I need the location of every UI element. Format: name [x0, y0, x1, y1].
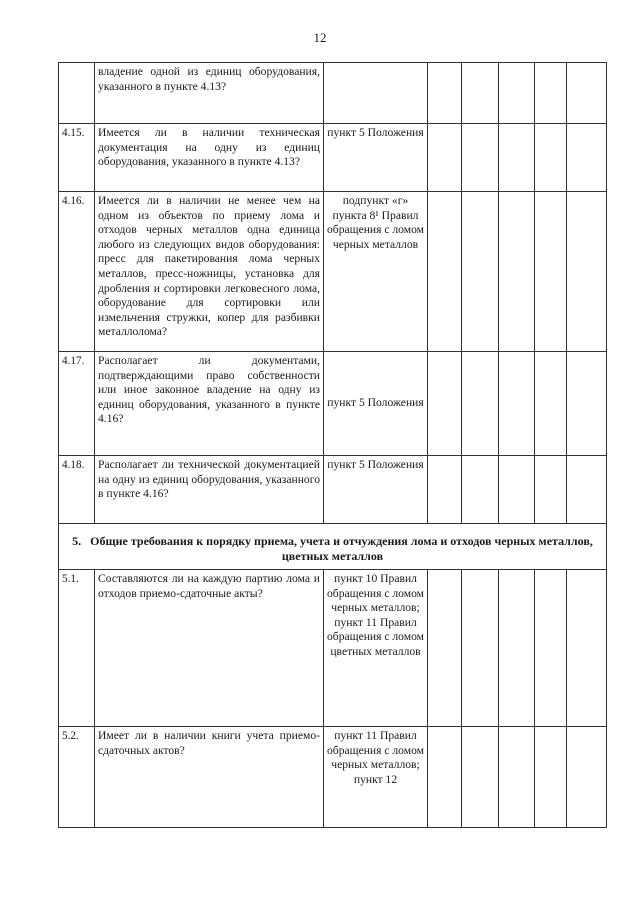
question-cell: Имеется ли в наличии техническая документация на одну из единиц оборудования, указанного в пункте 4.13?	[95, 124, 324, 192]
table-row	[59, 63, 607, 124]
table-row	[59, 456, 607, 524]
question-cell: Составляются ли на каждую партию лома и отходов приемо-сдаточные акты?	[95, 570, 324, 727]
page-number: 12	[313, 30, 327, 45]
answer-cell-no	[462, 570, 499, 727]
reference-cell	[324, 63, 428, 124]
answer-cell-yes	[428, 192, 462, 352]
row-number: 5.1.	[59, 570, 95, 727]
answer-cell-no	[462, 727, 499, 828]
question-cell: Имеется ли в наличии не менее чем на одном из объектов по приему лома и отходов черных металлов одна единица любого из следующих видов оборудования: пресс для пакетирования лома черных металлов, пресс-ножницы, установка для дробления и сортировки легковесного лома, оборудование для сортировки или измельчения стружки, копер для разбивки металлолома?	[95, 192, 324, 352]
answer-cell-note	[567, 192, 607, 352]
reference-cell: подпункт «г» пункта 8¹ Правил обращения с ломом черных металлов	[324, 192, 428, 352]
reference-cell: пункт 5 Положения	[324, 456, 428, 524]
answer-cell-note	[567, 727, 607, 828]
answer-cell-yes	[428, 352, 462, 456]
answer-cell-na	[499, 192, 535, 352]
reference-cell: пункт 10 Правил обращения с ломом черных металлов; пункт 11 Правил обращения с ломом цветных металлов	[324, 570, 428, 727]
row-number: 4.18.	[59, 456, 95, 524]
answer-cell-blank	[535, 352, 567, 456]
reference-cell: пункт 11 Правил обращения с ломом черных металлов; пункт 12	[324, 727, 428, 828]
answer-cell-yes	[428, 124, 462, 192]
question-cell: Располагает ли технической документацией на одну из единиц оборудования, указанного в пункте 4.16?	[95, 456, 324, 524]
section-number: 5.	[72, 534, 82, 548]
section-header-row	[59, 524, 607, 570]
table-row	[59, 192, 607, 352]
question-cell: Имеет ли в наличии книги учета приемо-сдаточных актов?	[95, 727, 324, 828]
answer-cell-yes	[428, 727, 462, 828]
question-cell: владение одной из единиц оборудования, указанного в пункте 4.13?	[95, 63, 324, 124]
answer-cell-note	[567, 124, 607, 192]
answer-cell-yes	[428, 456, 462, 524]
table-row	[59, 352, 607, 456]
row-number: 5.2.	[59, 727, 95, 828]
answer-cell-no	[462, 456, 499, 524]
answer-cell-no	[462, 352, 499, 456]
answer-cell-note	[567, 456, 607, 524]
reference-cell: пункт 5 Положения	[324, 124, 428, 192]
row-number: 4.16.	[59, 192, 95, 352]
answer-cell-na	[499, 727, 535, 828]
section-heading	[59, 524, 607, 570]
question-cell: Располагает ли документами, подтверждающими право собственности или иное законное владение на одну из единиц оборудования, указанного в пункте 4.16?	[95, 352, 324, 456]
answer-cell-yes	[428, 63, 462, 124]
answer-cell-blank	[535, 570, 567, 727]
row-number: 4.15.	[59, 124, 95, 192]
answer-cell-na	[499, 63, 535, 124]
row-number	[59, 63, 95, 124]
answer-cell-blank	[535, 192, 567, 352]
answer-cell-blank	[535, 456, 567, 524]
table-row	[59, 727, 607, 828]
answer-cell-note	[567, 352, 607, 456]
table-row	[59, 124, 607, 192]
row-number: 4.17.	[59, 352, 95, 456]
answer-cell-blank	[535, 727, 567, 828]
reference-cell: пункт 5 Положения	[324, 352, 428, 456]
answer-cell-blank	[535, 63, 567, 124]
answer-cell-na	[499, 456, 535, 524]
answer-cell-blank	[535, 124, 567, 192]
section-title: Общие требования к порядку приема, учета и отчуждения лома и отходов черных металлов, цветных металлов	[90, 534, 593, 563]
answer-cell-no	[462, 192, 499, 352]
checklist-table	[58, 62, 607, 828]
answer-cell-no	[462, 124, 499, 192]
answer-cell-na	[499, 570, 535, 727]
answer-cell-no	[462, 63, 499, 124]
answer-cell-note	[567, 570, 607, 727]
table-row	[59, 570, 607, 727]
answer-cell-na	[499, 352, 535, 456]
answer-cell-yes	[428, 570, 462, 727]
answer-cell-note	[567, 63, 607, 124]
answer-cell-na	[499, 124, 535, 192]
